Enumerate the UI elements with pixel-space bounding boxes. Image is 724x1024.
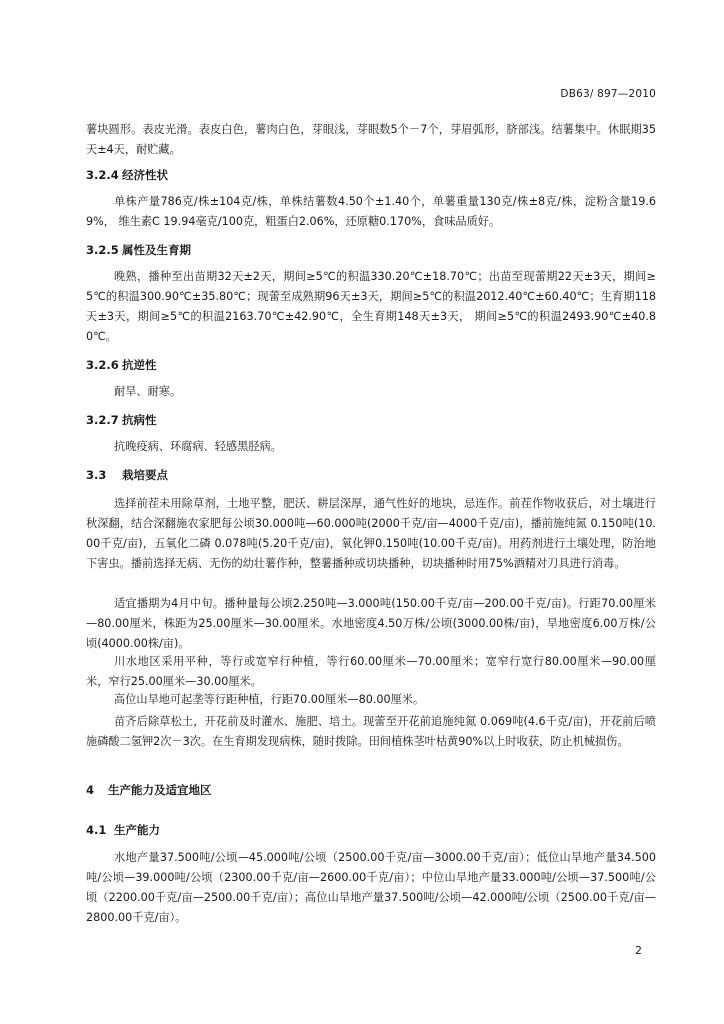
economic-traits-paragraph: 单株产量786克/株±104克/株，单株结薯数4.50个±1.40个，单薯重量130克/株±8克/株，淀粉含量19.69%， 维生素C 19.94毫克/100克，粗蛋白2.06%，还原糖0.170%，食味品质好。 bbox=[86, 195, 656, 228]
stress-resistance-paragraph: 耐旱、耐寒。 bbox=[114, 385, 182, 398]
heading-number: 4.1 bbox=[86, 823, 107, 837]
heading-title: 栽培要点 bbox=[122, 468, 168, 482]
heading-3-2-4 bbox=[86, 167, 168, 183]
heading-title: 生产能力及适宜地区 bbox=[108, 783, 212, 797]
heading-3-3 bbox=[86, 467, 168, 483]
heading-title: 抗逆性 bbox=[122, 358, 157, 372]
growth-period-paragraph: 晚熟，播种至出苗期32天±2天，期间≥5℃的积温330.20℃±18.70℃；出苗至现蕾期22天±3天，期间≥5℃的积温300.90℃±35.80℃；现蕾至成熟期96天±3天，期间≥5℃的积温2012.40℃±60.40℃；生育期118天±3天，期间≥5℃的积温2163.70℃±42.90℃，全生育期148天±3天， 期间≥5℃的积温2493.90℃±40.80℃。 bbox=[86, 270, 656, 343]
document-code: DB63/ 897—2010 bbox=[560, 88, 656, 100]
heading-number: 3.2.4 bbox=[86, 168, 119, 182]
cultivation-paragraph: 高位山旱地可起垄等行距种植，行距70.00厘米—80.00厘米。 bbox=[114, 693, 425, 706]
disease-resistance-paragraph: 抗晚疫病、环腐病、轻感黑胫病。 bbox=[114, 440, 282, 453]
heading-4 bbox=[86, 782, 212, 798]
cultivation-paragraph: 适宜播期为4月中旬。播种量每公顷2.250吨—3.000吨(150.00千克/亩—200.00千克/亩)。行距70.00厘米—80.00厘米，株距为25.00厘米—30.00厘米。水地密度4.50万株/公顷(3000.00株/亩)，旱地密度6.00万株/公顷(4000.00株/亩)。 bbox=[86, 597, 656, 650]
production-capacity-paragraph: 水地产量37.500吨/公顷—45.000吨/公顷（2500.00千克/亩—3000.00千克/亩）；低位山旱地产量34.500吨/公顷—39.000吨/公顷（2300.00千克/亩—2600.00千克/亩）；中位山旱地产量33.000吨/公顷—37.500吨/公顷（2200.00千克/亩—2500.00千克/亩）；高位山旱地产量37.500吨/公顷—42.000吨/公顷（2500.00千克/亩—2800.00千克/亩）。 bbox=[86, 851, 656, 924]
cultivation-paragraph: 苗齐后除草松土，开花前及时灌水、施肥、培土。现蕾至开花前追施纯氮 0.069吨(4.6千克/亩)，开花前后喷施磷酸二氢钾2次－3次。在生育期发现病株，随时拨除。田间植株茎叶枯黄90%以上时收获，防止机械损伤。 bbox=[86, 715, 656, 748]
heading-title: 生产能力 bbox=[114, 823, 160, 837]
heading-number: 3.2.6 bbox=[86, 358, 119, 372]
page-number: 2 bbox=[635, 944, 642, 957]
heading-number: 3.3 bbox=[86, 468, 107, 482]
heading-title: 抗病性 bbox=[122, 413, 157, 427]
cultivation-paragraph: 川水地区采用平种，等行或宽窄行种植，等行60.00厘米—70.00厘米；宽窄行宽行80.00厘米—90.00厘米，窄行25.00厘米—30.00厘米。 bbox=[86, 655, 656, 688]
heading-title: 属性及生育期 bbox=[122, 243, 191, 257]
heading-4-1 bbox=[86, 822, 160, 838]
heading-title: 经济性状 bbox=[122, 168, 168, 182]
heading-number: 3.2.7 bbox=[86, 413, 119, 427]
cultivation-paragraph: 选择前茬未用除草剂，土地平整，肥沃、耕层深厚，通气性好的地块，忌连作。前茬作物收获后，对土壤进行秋深翻，结合深翻施农家肥每公顷30.000吨—60.000吨(2000千克/亩—4000千克/亩)，播前施纯氮 0.150吨(10.00千克/亩)，五氧化二磷 0.078吨(5.20千克/亩)，氧化钾0.150吨(10.00千克/亩)。用药剂进行土壤处理，防治地下害虫。播前选择无病、无伤的幼壮薯作种，整薯播种或切块播种，切块播种时用75%酒精对刀具进行消毒。 bbox=[86, 497, 656, 570]
heading-3-2-5 bbox=[86, 242, 191, 258]
heading-3-2-7 bbox=[86, 412, 157, 428]
heading-3-2-6 bbox=[86, 357, 157, 373]
heading-number: 4 bbox=[86, 783, 95, 797]
intro-paragraph: 薯块圆形。表皮光滑。表皮白色，薯肉白色，芽眼浅，芽眼数5个－7个，芽眉弧形，脐部浅。结薯集中。休眠期35天±4天，耐贮藏。 bbox=[86, 123, 656, 156]
heading-number: 3.2.5 bbox=[86, 243, 119, 257]
